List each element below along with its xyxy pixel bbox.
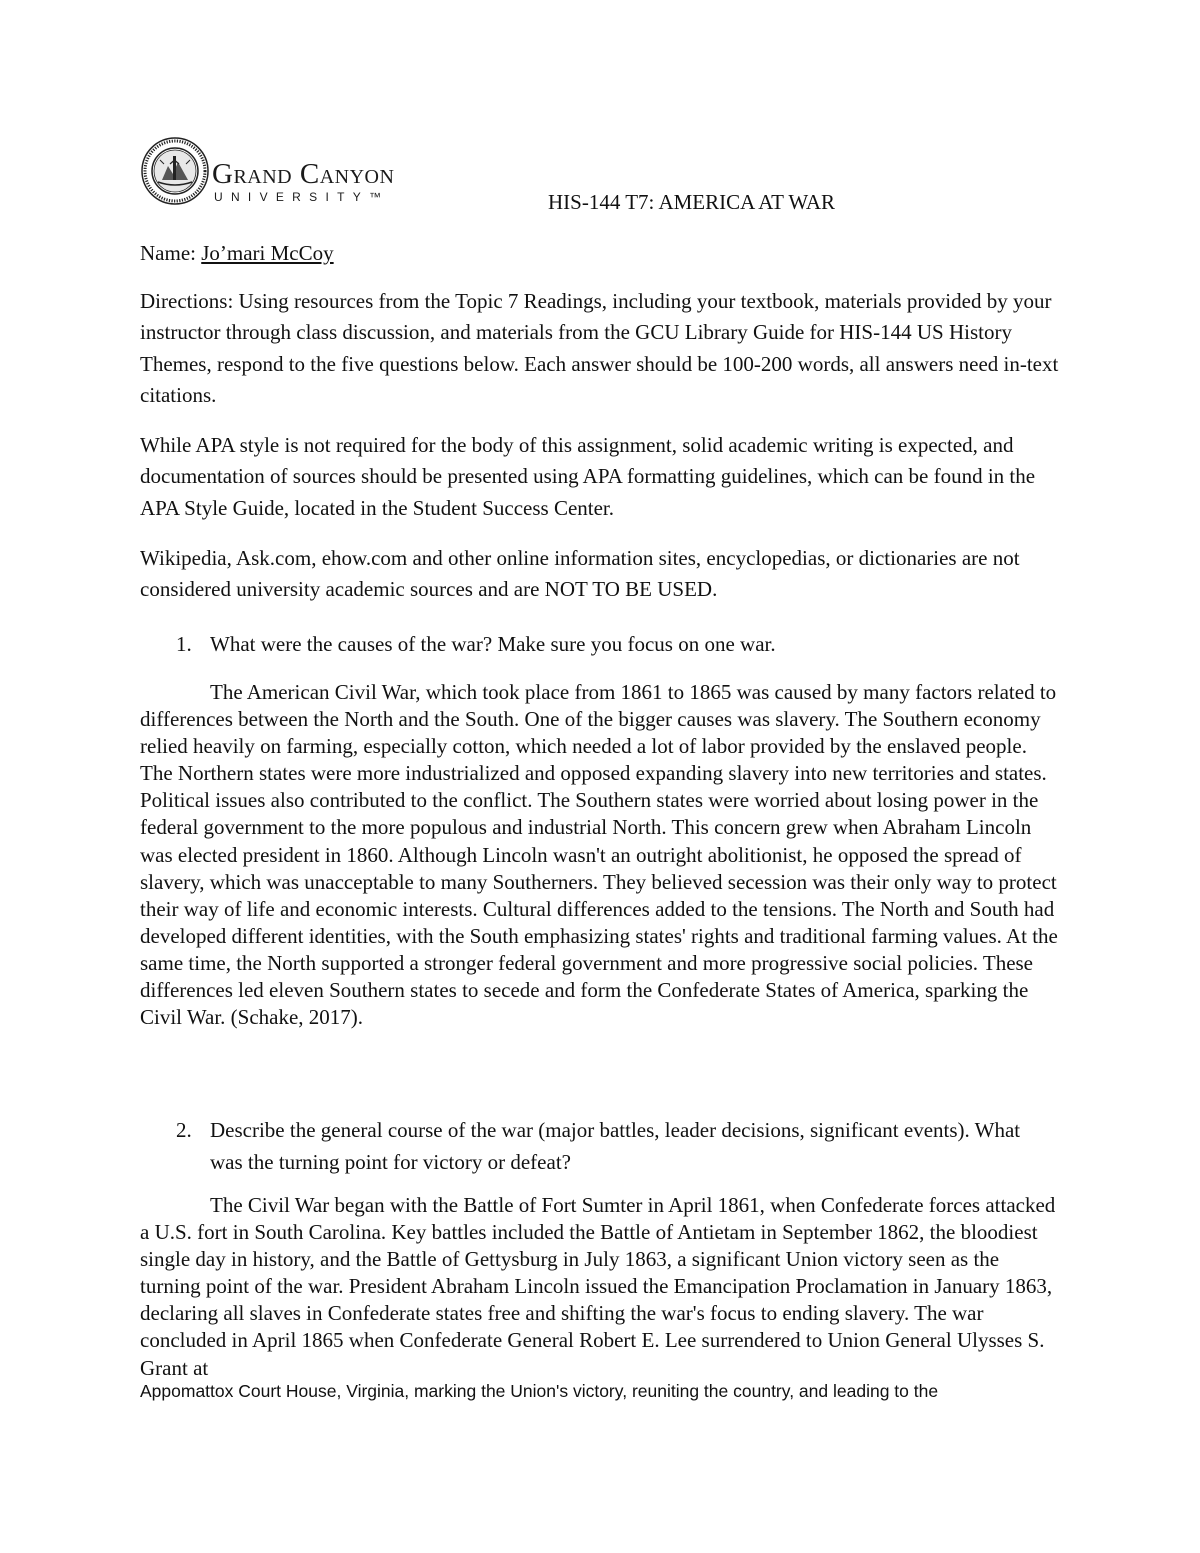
answer-continuation: Appomattox Court House, Virginia, marking the Union's victory, reuniting the country, and leading to the xyxy=(140,1381,939,1401)
apa-paragraph: While APA style is not required for the body of this assignment, solid academic writing is expected, and documentation of sources should be presented using APA formatting guidelines, which can be found in the APA Style Guide, located in the Student Success Center. xyxy=(140,433,1036,520)
name-label: Name: xyxy=(140,241,202,265)
answer-paragraph: The Civil War began with the Battle of Fort Sumter in April 1861, when Confederate forces attacked a U.S. fort in South Carolina. Key battles included the Battle of Antietam in September 1862, the bloodiest single day in history, and the Battle of Gettysburg in July 1863, a significant Union victory seen as the turning point of the war. President Abraham Lincoln issued the Emancipation Proclamation in January 1863, declaring all slaves in Confederate states free and shifting the war's focus to ending slavery. The war concluded in April 1865 when Confederate General Robert E. Lee surrendered to Union General Ulysses S. Grant at xyxy=(140,1193,1056,1380)
student-name: Jo’mari McCoy xyxy=(201,241,334,265)
question-text: Describe the general course of the war (major battles, leader decisions, significant events). What was the turning point for victory or defeat? xyxy=(210,1118,1021,1174)
sources-paragraph: Wikipedia, Ask.com, ehow.com and other online information sites, encyclopedias, or dictionaries are not considered university academic sources and are NOT TO BE USED. xyxy=(140,546,1020,602)
question-text: What were the causes of the war? Make sure you focus on one war. xyxy=(210,632,776,656)
answer-paragraph: The American Civil War, which took place from 1861 to 1865 was caused by many factors related to differences between the North and the South. One of the bigger causes was slavery. The Southern economy relied heavily on farming, especially cotton, which needed a lot of labor provided by the enslaved people. The Northern states were more industrialized and opposed expanding slavery into new territories and states. Political issues also contributed to the conflict. The Southern states were worried about losing power in the federal government to the more populous and industrial North. This concern grew when Abraham Lincoln was elected president in 1860. Although Lincoln wasn't an outright abolitionist, he opposed the spread of slavery, which was unacceptable to many Southerners. They believed secession was their only way to protect their way of life and economic interests. Cultural differences added to the tensions. The North and South had developed different identities, with the South emphasizing states' rights and traditional farming values. At the same time, the North supported a stronger federal government and more progressive social policies. These differences led eleven Southern states to secede and form the Confederate States of America, sparking the Civil War. (Schake, 2017). xyxy=(140,680,1058,1030)
logo-university-name: Grand Canyon xyxy=(212,158,395,190)
logo-university-subtitle: UNIVERSITY™ xyxy=(214,190,390,204)
directions-paragraph: Directions: Using resources from the Topic 7 Readings, including your textbook, materials provided by your instructor through class discussion, and materials from the GCU Library Guide for HIS-144 US History Themes, respond to the five questions below. Each answer should be 100-200 words, all answers need in-text citations. xyxy=(140,289,1059,407)
question-number: 2. xyxy=(176,1118,192,1142)
university-seal-icon xyxy=(140,136,210,206)
university-logo xyxy=(140,136,460,216)
student-name-line xyxy=(140,238,334,269)
question-item xyxy=(140,1114,1040,1178)
document-title: HIS-144 T7: AMERICA AT WAR xyxy=(548,190,836,214)
question-number: 1. xyxy=(176,632,192,656)
